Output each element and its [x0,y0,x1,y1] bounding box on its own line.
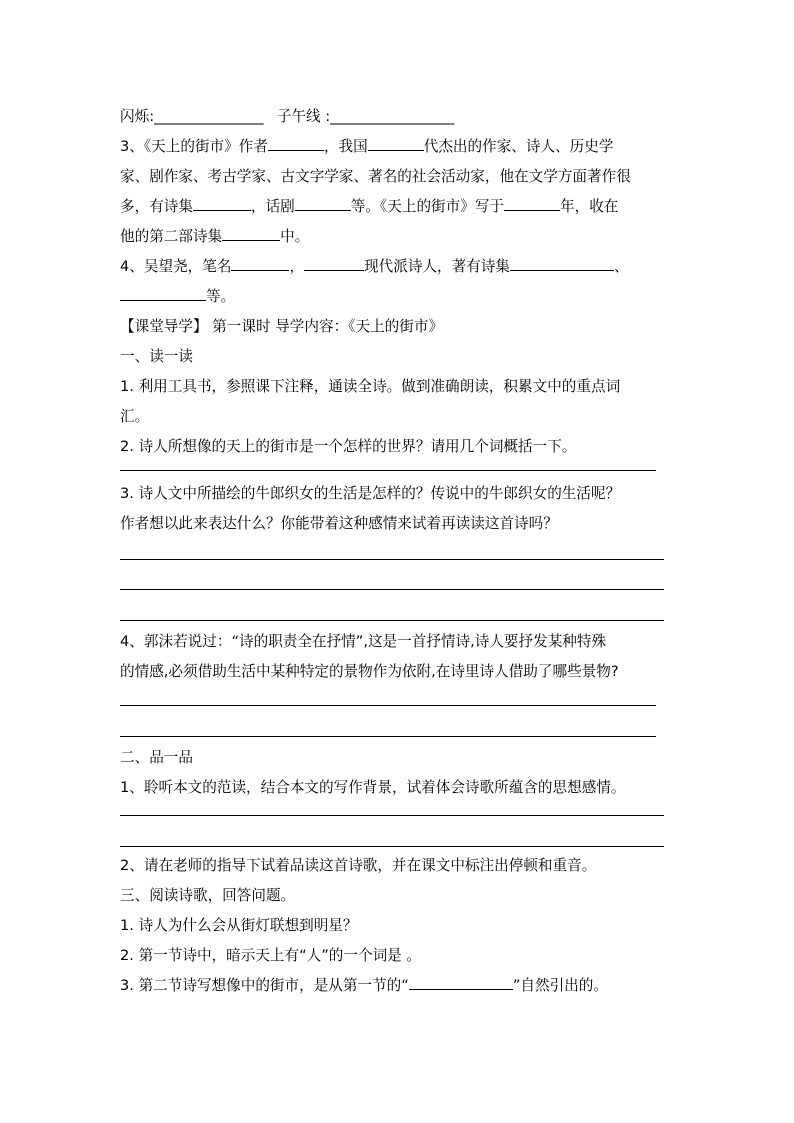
q4-text-1: 吴望尧，笔名 [143,258,232,275]
q3-text-8: 他的第二部诗集 [120,228,223,245]
q4-text-4: 、 [614,258,629,275]
q4-text-2: ， [289,258,305,275]
part1-q2: 2. 诗人所想像的天上的街市是一个怎样的世界？请用几个词概括一下。 [120,438,577,455]
part3-q1: 1. 诗人为什么会从街灯联想到明星？ [120,917,358,934]
part2-q1-answer-line-1[interactable] [120,815,664,816]
q3-blank-author[interactable] [268,132,324,151]
term-ziwuxian-blank[interactable]: _________________ [330,108,455,125]
q3-blank-poems[interactable] [193,192,251,211]
part1-q3-answer-line-1[interactable] [120,559,664,560]
part1-q4-line-2: 的情感,必须借助生活中某种特定的景物作为依附,在诗里诗人借助了哪些景物? [120,663,619,680]
q3-text-3: 代杰出的作家、诗人、历史学 [423,138,614,155]
q4-line-1 [120,252,668,282]
q3-blank-drama[interactable] [295,192,351,211]
q4-line-2 [120,282,668,312]
q3-line-4 [120,222,668,252]
q4-blank-region[interactable] [304,252,364,271]
q4-blank-penname[interactable] [231,252,289,271]
part1-q4-line-1: 4、郭沫若说过：“诗的职责全在抒情”,这是一首抒情诗,诗人要抒发某种特殊 [120,633,607,650]
q3-text-9: 中。 [280,228,310,245]
q4-number: 4、 [120,258,144,275]
part1-q2-answer-line[interactable] [120,470,656,471]
q3-text-5: ，话剧 [250,198,295,215]
part1-q4-answer-line-1[interactable] [120,705,656,706]
q3-text-6: 等。《天上的街市》写于 [350,198,505,215]
part3-title: 三、阅读诗歌，回答问题。 [120,887,296,904]
q3-text-7: 年，收在 [560,198,619,215]
part3-q3-blank[interactable] [409,971,513,990]
q3-number: 3、 [120,138,144,155]
q4-blank-collection-1[interactable] [510,252,614,271]
q4-text-3: 现代派诗人，著有诗集 [364,258,511,275]
part1-title: 一、读一读 [120,348,193,365]
q3-text-4: 多，有诗集 [120,198,193,215]
lesson-heading: 【课堂导学】 第一课时 导学内容：《天上的街市》 [120,318,444,335]
part3-q3-text-1: 3. 第二节诗写想像中的街市，是从第一节的“ [120,977,409,994]
q3-text-2: ，我国 [323,138,368,155]
part2-q2: 2、请在老师的指导下试着品读这首诗歌，并在课文中标注出停顿和重音。 [120,857,597,874]
q3-blank-collection[interactable] [222,222,280,241]
part3-q3-text-2: ”自然引出的。 [512,977,608,994]
q3-text-1: 《天上的街市》作者 [143,138,268,155]
part3-q3 [120,971,668,1001]
q3-line-3 [120,192,668,222]
q3-line-2: 家、剧作家、考古学家、古文字学家、著名的社会活动家，他在文学方面著作很 [120,168,631,185]
term-ziwuxian-label: 子午线 : [276,108,331,125]
q4-text-5: 等。 [206,288,236,305]
term-shanshuo-label: 闪烁: [120,108,155,125]
part3-q2: 2. 第一节诗中，暗示天上有“人”的一个词是 。 [120,947,422,964]
part2-q1-answer-line-2[interactable] [120,846,664,847]
q3-blank-era[interactable] [368,132,424,151]
part1-q3-answer-line-3[interactable] [120,620,664,621]
q3-line-1 [120,132,668,162]
part1-q3-line-1: 3. 诗人文中所描绘的牛郎织女的生活是怎样的？传说中的牛郎织女的生活呢？ [120,485,621,502]
q3-blank-year[interactable] [504,192,560,211]
term-shanshuo-blank[interactable]: _______________ [154,108,264,125]
part1-q3-line-2: 作者想以此来表达什么？你能带着这种感情来试着再读读这首诗吗？ [120,515,558,532]
part1-q1-line-1: 1. 利用工具书，参照课下注释，通读全诗。做到准确朗读，积累文中的重点词 [120,378,621,395]
term-line [120,102,668,132]
worksheet-content [120,102,668,1001]
part2-title: 二、品一品 [120,749,193,766]
part1-q4-answer-line-2[interactable] [120,736,656,737]
q4-blank-collection-2[interactable] [120,282,206,301]
part1-q3-answer-line-2[interactable] [120,589,664,590]
part2-q1: 1、聆听本文的范读，结合本文的写作背景，试着体会诗歌所蕴含的思想感情。 [120,779,626,796]
part1-q1-line-2: 汇。 [120,408,150,425]
